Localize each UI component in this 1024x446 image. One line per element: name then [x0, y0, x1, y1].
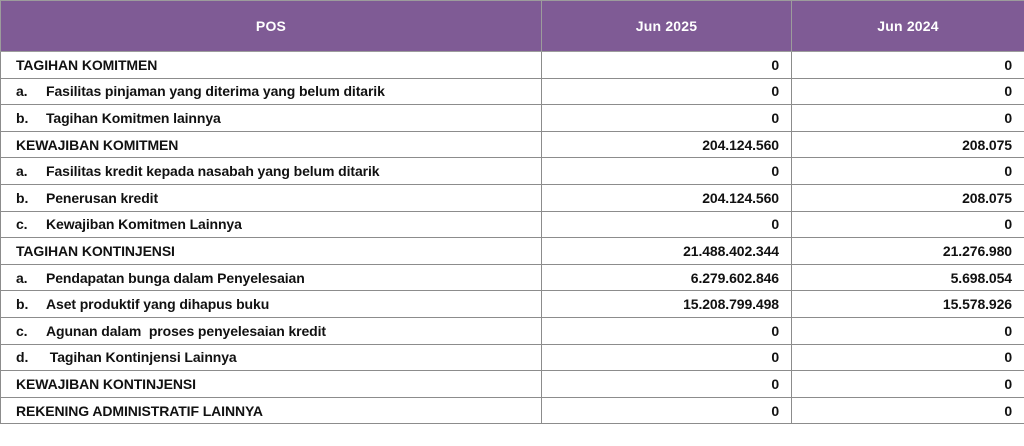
table-row: [1, 344, 1024, 371]
value-jun-2025: 15.208.799.498: [542, 291, 792, 318]
value-jun-2024: 0: [792, 105, 1024, 132]
row-label: Kewajiban Komitmen Lainnya: [46, 216, 242, 233]
value-jun-2024: 0: [792, 371, 1024, 398]
value-jun-2025: 0: [542, 317, 792, 344]
row-item-marker: c.: [16, 216, 28, 233]
row-label-cell: [1, 238, 542, 265]
table-row: [1, 52, 1024, 79]
value-jun-2024: 208.075: [792, 131, 1024, 158]
row-label: REKENING ADMINISTRATIF LAINNYA: [16, 402, 263, 419]
value-jun-2024: 15.578.926: [792, 291, 1024, 318]
row-label: Tagihan Kontinjensi Lainnya: [46, 349, 237, 366]
value-jun-2025: 0: [542, 52, 792, 79]
row-label: Tagihan Komitmen lainnya: [46, 109, 221, 126]
table-row: [1, 158, 1024, 185]
row-item-marker: a.: [16, 83, 28, 100]
value-jun-2025: 204.124.560: [542, 184, 792, 211]
table-row: [1, 264, 1024, 291]
row-label: TAGIHAN KOMITMEN: [16, 56, 158, 73]
value-jun-2025: 21.488.402.344: [542, 238, 792, 265]
row-label-cell: [1, 184, 542, 211]
table-row: [1, 105, 1024, 132]
table-row: [1, 291, 1024, 318]
value-jun-2024: 208.075: [792, 184, 1024, 211]
value-jun-2025: 0: [542, 158, 792, 185]
row-label-cell: [1, 371, 542, 398]
value-jun-2025: 0: [542, 211, 792, 238]
row-item-marker: d.: [16, 349, 29, 366]
value-jun-2024: 0: [792, 52, 1024, 79]
row-label: Penerusan kredit: [46, 189, 158, 206]
row-item-marker: c.: [16, 322, 28, 339]
row-item-marker: a.: [16, 269, 28, 286]
value-jun-2024: 5.698.054: [792, 264, 1024, 291]
row-label-cell: [1, 158, 542, 185]
row-label: Aset produktif yang dihapus buku: [46, 296, 270, 313]
value-jun-2024: 21.276.980: [792, 238, 1024, 265]
row-item-marker: b.: [16, 189, 29, 206]
column-header-jun-2025: Jun 2025: [542, 1, 792, 52]
table-header: [1, 1, 1024, 52]
row-label-cell: [1, 317, 542, 344]
value-jun-2024: 0: [792, 317, 1024, 344]
table-row: [1, 211, 1024, 238]
row-label-cell: [1, 397, 542, 424]
value-jun-2024: 0: [792, 78, 1024, 105]
value-jun-2024: 0: [792, 397, 1024, 424]
row-label: Fasilitas pinjaman yang diterima yang belum ditarik: [46, 83, 385, 100]
value-jun-2024: 0: [792, 211, 1024, 238]
column-header-jun-2024: Jun 2024: [792, 1, 1024, 52]
value-jun-2025: 0: [542, 397, 792, 424]
table-row: [1, 131, 1024, 158]
row-item-marker: b.: [16, 296, 29, 313]
table-row: [1, 317, 1024, 344]
column-header-pos: POS: [1, 1, 542, 52]
row-label: TAGIHAN KONTINJENSI: [16, 242, 175, 259]
value-jun-2025: 0: [542, 78, 792, 105]
row-label: Fasilitas kredit kepada nasabah yang belum ditarik: [46, 163, 380, 180]
row-label-cell: [1, 211, 542, 238]
row-label: Pendapatan bunga dalam Penyelesaian: [46, 269, 305, 286]
row-item-marker: b.: [16, 109, 29, 126]
table-row: [1, 397, 1024, 424]
table-row: [1, 371, 1024, 398]
value-jun-2025: 204.124.560: [542, 131, 792, 158]
value-jun-2025: 0: [542, 371, 792, 398]
row-label-cell: [1, 105, 542, 132]
row-label-cell: [1, 264, 542, 291]
row-item-marker: a.: [16, 163, 28, 180]
row-label-cell: [1, 344, 542, 371]
row-label-cell: [1, 52, 542, 79]
table-body: [1, 52, 1024, 424]
row-label: KEWAJIBAN KOMITMEN: [16, 136, 179, 153]
row-label-cell: [1, 78, 542, 105]
table-row: [1, 238, 1024, 265]
row-label-cell: [1, 131, 542, 158]
value-jun-2025: 0: [542, 344, 792, 371]
value-jun-2024: 0: [792, 158, 1024, 185]
value-jun-2025: 0: [542, 105, 792, 132]
value-jun-2024: 0: [792, 344, 1024, 371]
row-label: KEWAJIBAN KONTINJENSI: [16, 375, 196, 392]
table-row: [1, 78, 1024, 105]
header-row: [1, 1, 1024, 52]
table-row: [1, 184, 1024, 211]
row-label-cell: [1, 291, 542, 318]
value-jun-2025: 6.279.602.846: [542, 264, 792, 291]
row-label: Agunan dalam proses penyelesaian kredit: [46, 322, 326, 339]
